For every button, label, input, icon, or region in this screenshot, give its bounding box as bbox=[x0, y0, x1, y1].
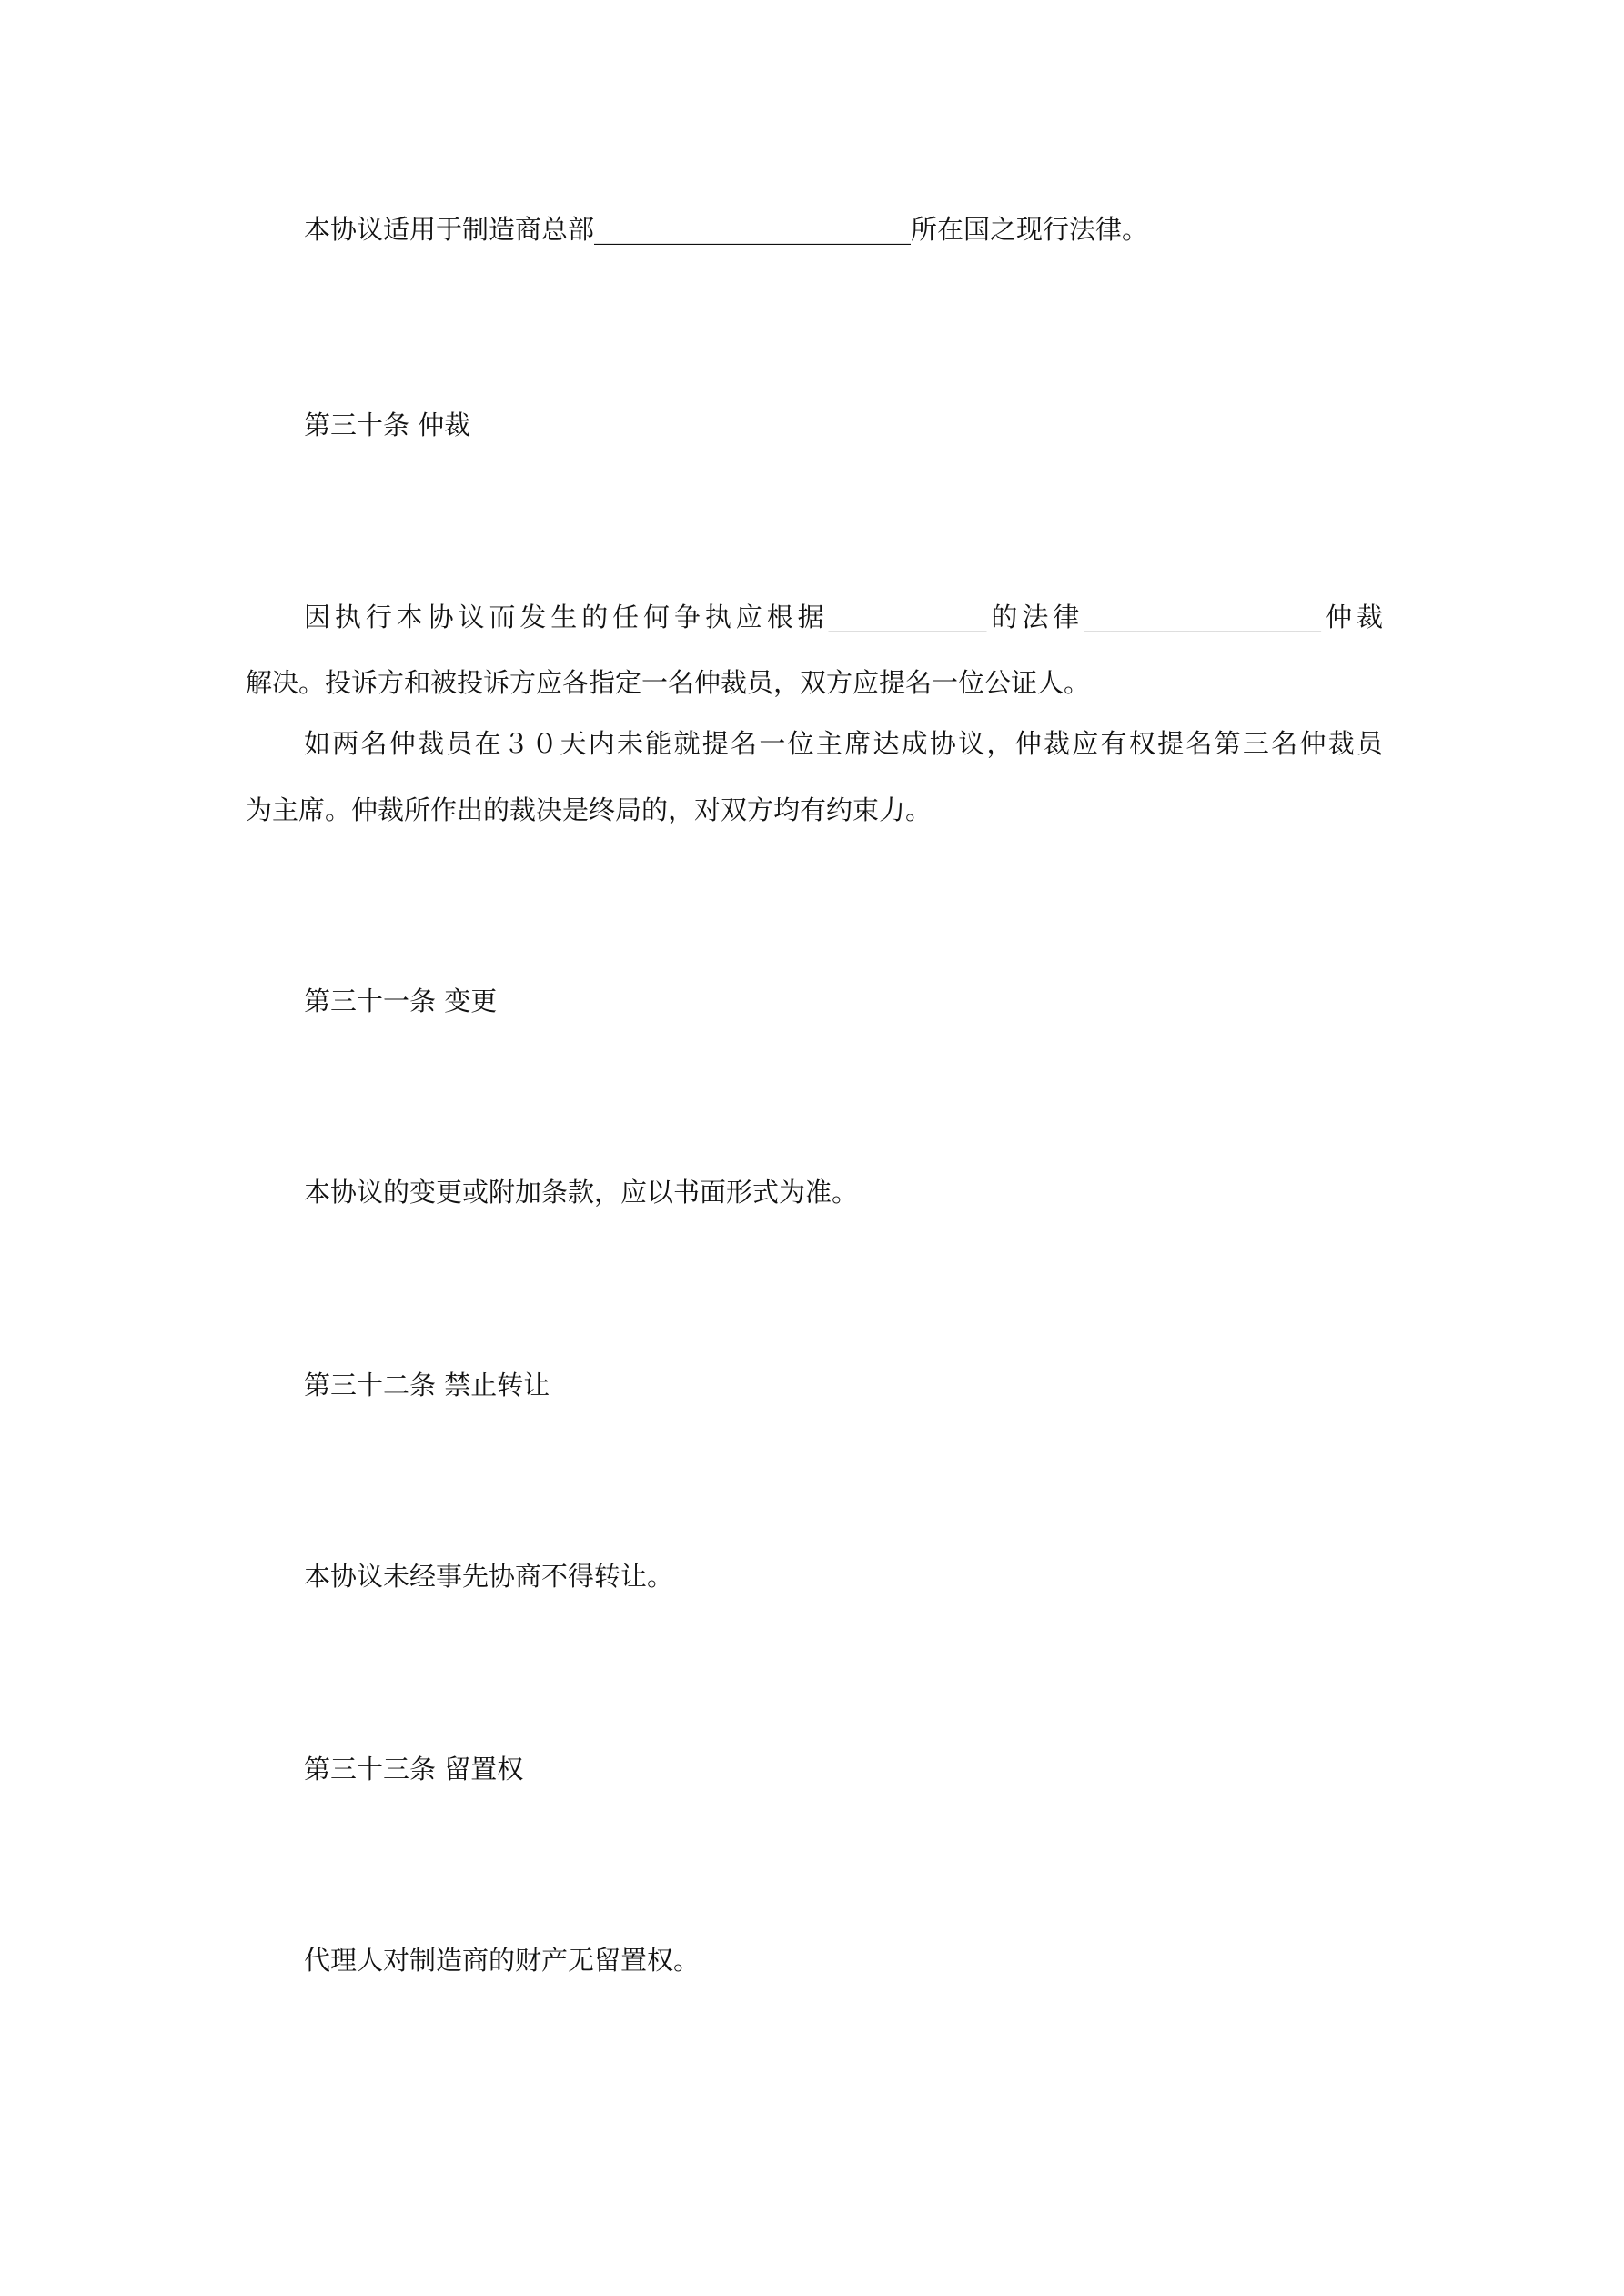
article-33-heading: 第三十三条 留置权 bbox=[304, 1754, 524, 1785]
article-30-paragraph-2-line-2: 为主席。仲裁所作出的裁决是终局的，对双方均有约束力。 bbox=[246, 794, 933, 825]
article-32-body: 本协议未经事先协商不得转让。 bbox=[304, 1561, 674, 1592]
article-31-heading: 第三十一条 变更 bbox=[304, 986, 498, 1017]
article-32-heading: 第三十二条 禁止转让 bbox=[304, 1370, 550, 1401]
article-30-paragraph-2-line-1: 如两名仲裁员在３０天内未能就提名一位主席达成协议，仲裁应有权提名第三名仲裁员 bbox=[304, 728, 1383, 759]
governing-law-clause: 本协议适用于制造商总部________________________所在国之现行法律。 bbox=[304, 214, 1149, 245]
article-31-body: 本协议的变更或附加条款，应以书面形式为准。 bbox=[304, 1177, 859, 1208]
article-30-heading: 第三十条 仲裁 bbox=[304, 410, 471, 440]
article-30-paragraph-1-line-1: 因执行本协议而发生的任何争执应根据____________的法律__________________仲裁 bbox=[304, 602, 1383, 632]
article-30-paragraph-1-line-2: 解决。投诉方和被投诉方应各指定一名仲裁员，双方应提名一位公证人。 bbox=[246, 667, 1091, 698]
article-33-body: 代理人对制造商的财产无留置权。 bbox=[304, 1945, 701, 1976]
